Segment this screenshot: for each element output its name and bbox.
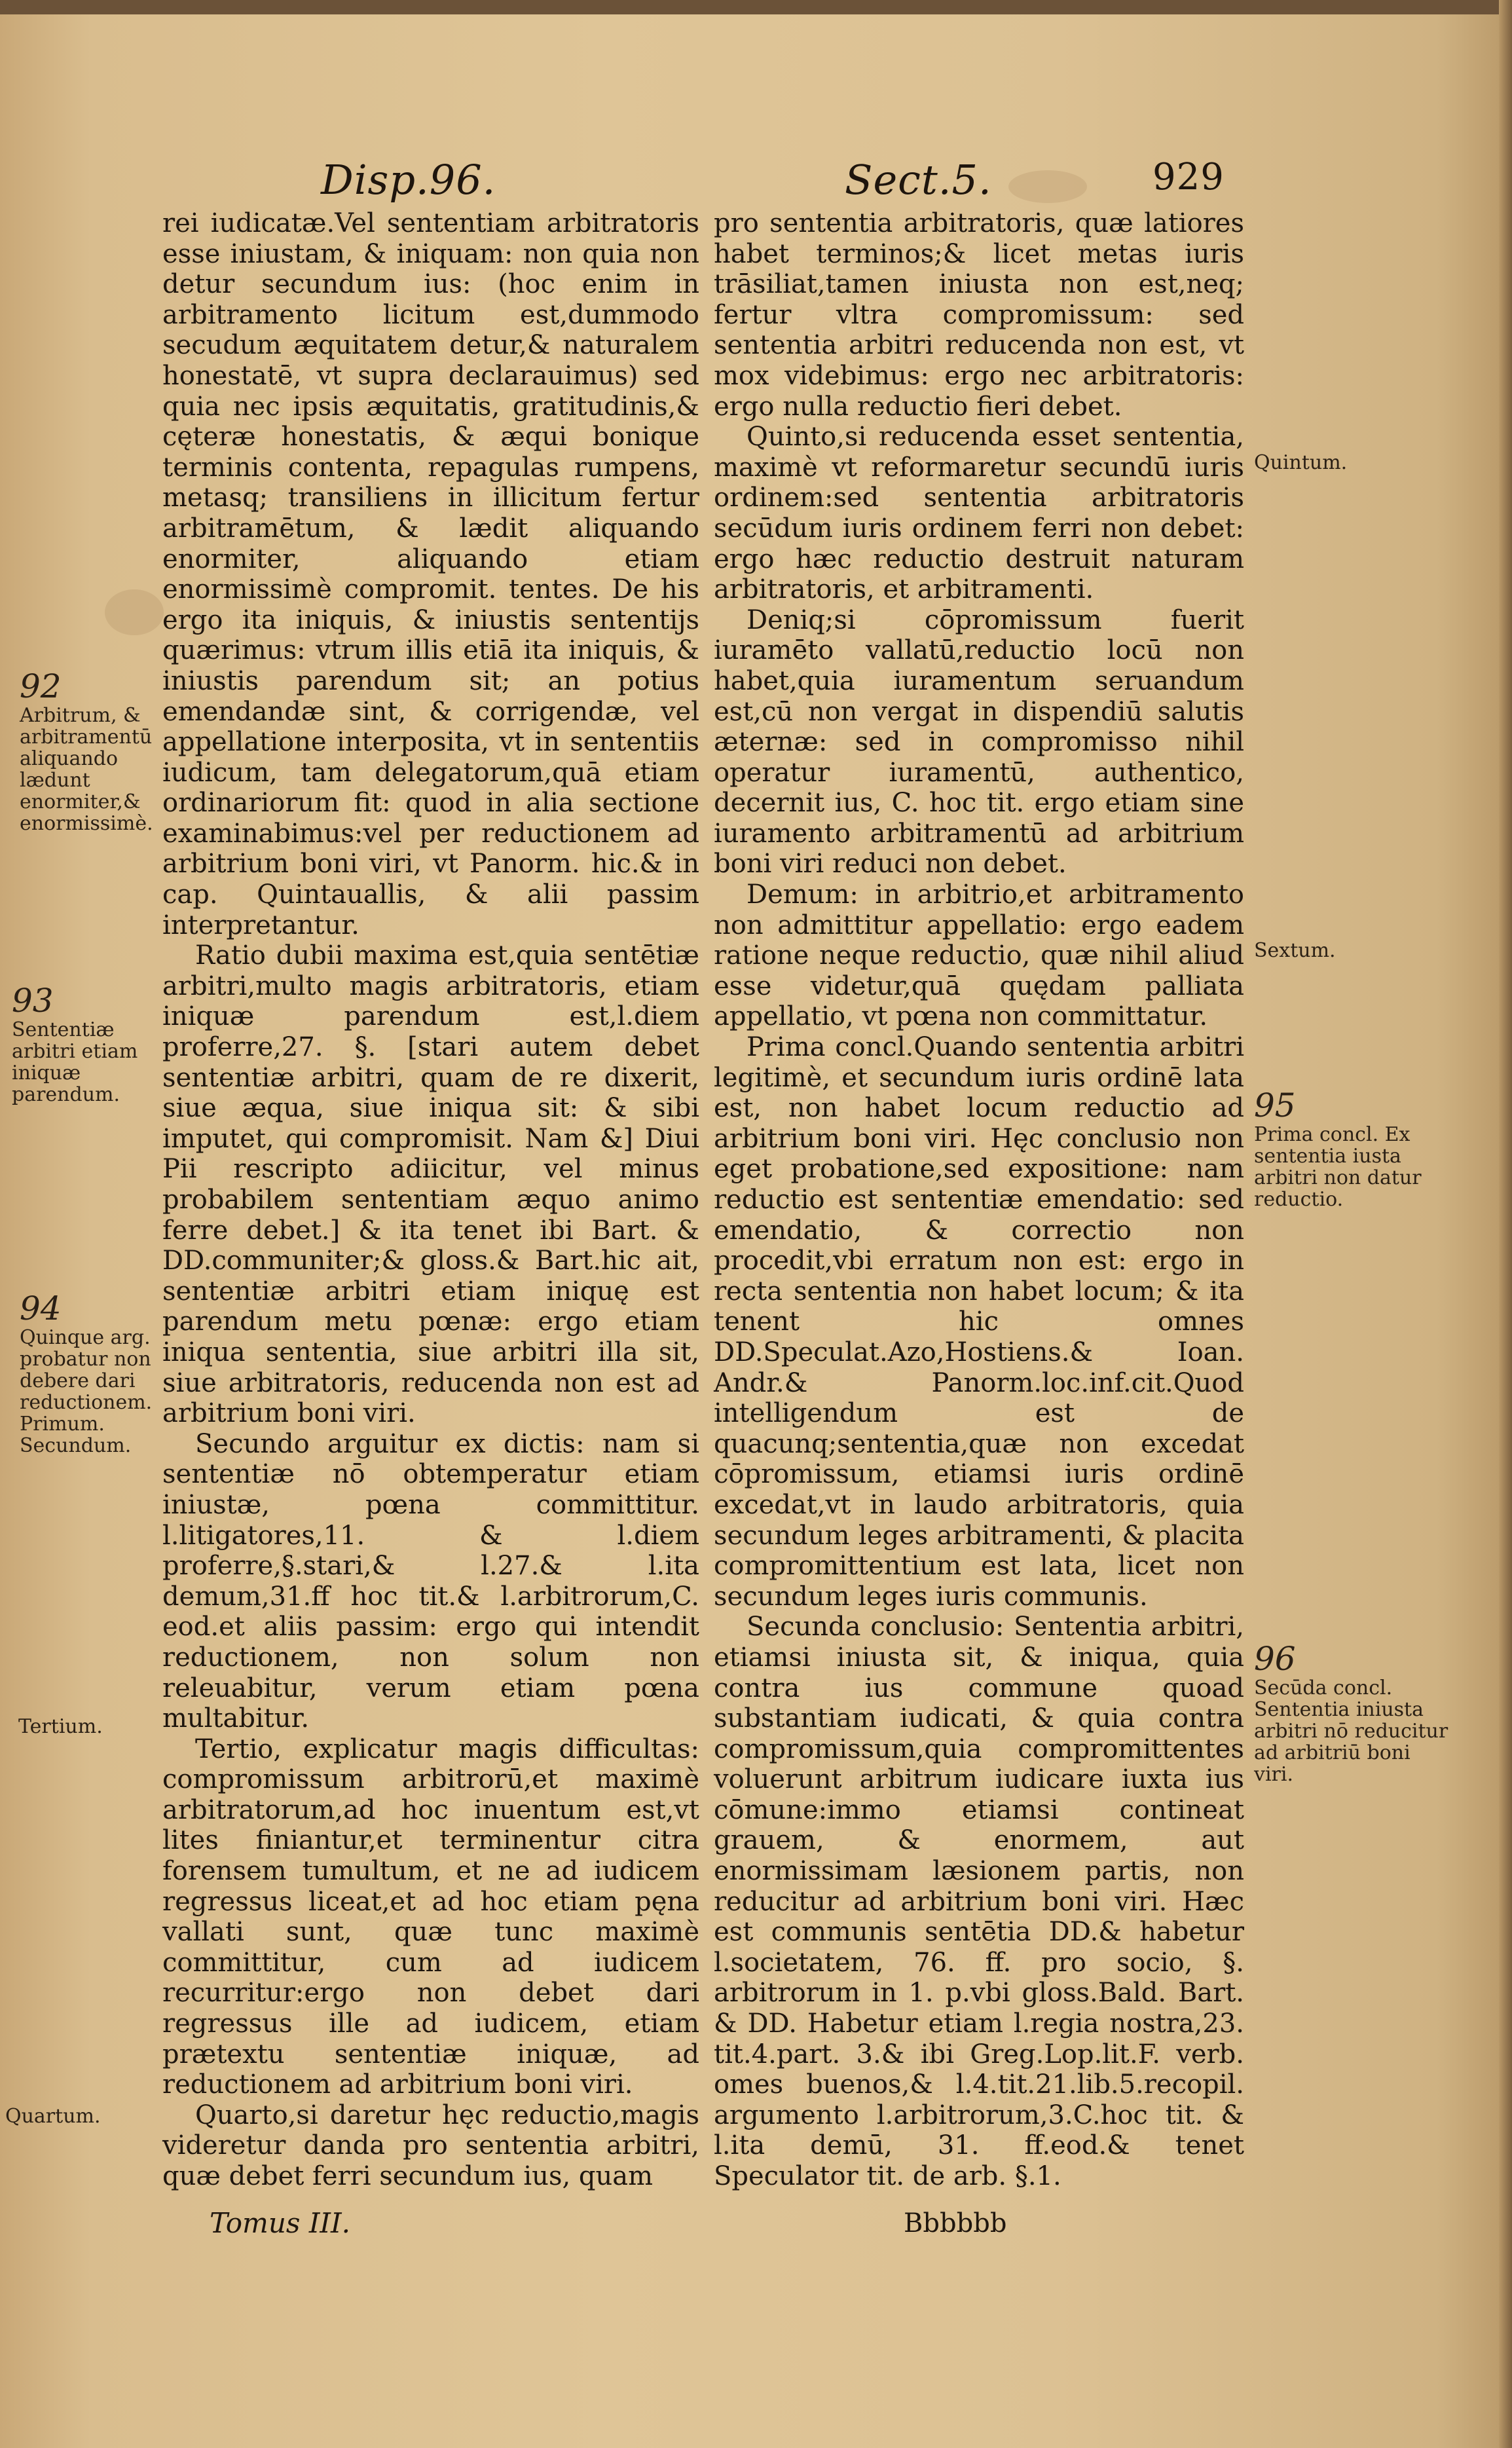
margin-note-text: Arbitrum, & arbitramentū aliquando lædunt enormiter,& enormissimè. [20, 704, 153, 835]
page-top-edge [0, 0, 1512, 14]
left-paragraph-5: Quarto,si daretur hęc reductio,magis videretur danda pro sententia arbitri, quæ debet ferri secundum ius, quam [162, 2100, 699, 2191]
right-paragraph-1: pro sententia arbitratoris, quæ latiores habet terminos;& licet metas iuris trāsiliat,tamen iniusta non est,neq; fertur vltra compromissum: sed sententia arbitri reducenda non est, vt mox videbimus: ergo nec arbitratoris: ergo nulla reductio fieri debet. [714, 208, 1244, 422]
margin-note-text: Quinque arg. probatur non debere dari reductionem. Primum. Secundum. [20, 1326, 153, 1457]
margin-note-number: 93 [12, 982, 54, 1020]
margin-note-number: 95 [1254, 1086, 1296, 1124]
left-text-column [162, 208, 699, 2192]
margin-note-text: Quartum. [5, 2105, 101, 2128]
paper-stain [1008, 170, 1087, 203]
margin-note-text: Sextum. [1254, 939, 1336, 962]
right-text-column [714, 208, 1244, 2192]
tomus-catchword: Tomus III. [210, 2207, 350, 2239]
margin-note-text: Prima concl. Ex sententia iusta arbitri non datur reductio. [1254, 1123, 1422, 1211]
margin-note-text: Sententiæ arbitri etiam iniquæ parendum. [12, 1018, 138, 1106]
margin-note-text: Quintum. [1254, 451, 1348, 474]
right-paragraph-6: Secunda conclusio: Sententia arbitri, etiamsi iniusta sit, & iniqua, quia contra ius commune quoad substantiam iudicati, & quia contra compromissum,quia compromittentes voluerunt arbitrum iudicare iuxta ius cōmune:immo etiamsi contineat grauem, & enormem, aut enormissimam læsionem partis, non reducitur ad arbitrium boni viri. Hæc est communis sentētia DD.& habetur l.societatem, 76. ff. pro socio, §. arbitrorum in 1. p.vbi gloss.Bald. Bart. & DD. Habetur etiam l.regia nostra,23. tit.4.part. 3.& ibi Greg.Lop.lit.F. verb. omes buenos,& l.4.tit.21.lib.5.recopil. argumento l.arbitrorum,3.C.hoc tit. & l.ita demū, 31. ff.eod.& tenet Speculator tit. de arb. §.1. [714, 1612, 1244, 2191]
paper-stain [105, 589, 164, 635]
left-paragraph-3: Secundo arguitur ex dictis: nam si sententiæ nō obtemperatur etiam iniustæ, pœna committitur. l.litigatores,11. & l.diem proferre,§.stari,& l.27.& l.ita demum,31.ff hoc tit.& l.arbitrorum,C. eod.et aliis passim: ergo qui intendit reductionem, non solum non releuabitur, verum etiam pœna multabitur. [162, 1428, 699, 1734]
left-paragraph-1: rei iudicatæ.Vel sententiam arbitratoris esse iniustam, & iniquam: non quia non detur secundum ius: (hoc enim in arbitramento licitum est,dummodo secudum æquitatem detur,& naturalem honestatē, vt supra declarauimus) sed quia nec ipsis æquitatis, gratitudinis,& cęteræ honestatis, & æqui bonique terminis contenta, repagulas rumpens, metasq; transiliens in illicitum fertur arbitramētum, & lædit aliquando enormiter, aliquando etiam enormissimè compromit. tentes. De his ergo ita iniquis, & iniustis sententijs quærimus: vtrum illis etiā ita iniquis, & iniustis parendum sit; an potius emendandæ sint, & corrigendæ, vel appellatione interposita, vt in sententiis iudicum, tam delegatorum,quā etiam ordinariorum fit: quod in alia sectione examinabimus:vel per reductionem ad arbitrium boni viri, vt Panorm. hic.& in cap. Quintauallis, & alii passim interpretantur. [162, 208, 699, 940]
margin-note-number: 96 [1254, 1640, 1296, 1678]
page-number: 929 [1152, 156, 1225, 198]
margin-note-95 [1254, 1087, 1450, 1210]
right-paragraph-3: Deniq;si cōpromissum fuerit iuramēto vallatū,reductio locū non habet,quia iuramentum seruandum est,cū non vergat in dispendiū salutis æternæ: sed in compromisso nihil operatur iuramentū, authentico, decernit ius, C. hoc tit. ergo etiam sine iuramento arbitramentū ad arbitrium boni viri reduci non debet. [714, 604, 1244, 880]
running-head-right: Sect.5. [845, 156, 992, 204]
right-paragraph-4: Demum: in arbitrio,et arbitramento non admittitur appellatio: ergo eadem ratione neque reductio, quæ nihil aliud esse videtur,quā quędam palliata appellatio, vt pœna non committatur. [714, 880, 1244, 1032]
margin-note-text: Secūda concl. Sententia iniusta arbitri nō reducitur ad arbitriū boni viri. [1254, 1677, 1448, 1786]
margin-note-93 [12, 982, 169, 1105]
margin-note-92 [20, 668, 170, 834]
page-right-edge [1499, 0, 1512, 2448]
running-head-left: Disp.96. [321, 156, 496, 204]
margin-note-96 [1254, 1641, 1450, 1785]
right-paragraph-5: Prima concl.Quando sententia arbitri legitimè, et secundum iuris ordinē lata est, non habet locum reductio ad arbitrium boni viri. Hęc conclusio non eget probatione,sed expositione: nam reductio est sententiæ emendatio: sed emendatio, & correctio non procedit,vbi erratum non est: ergo in recta sententia non habet locum; & ita tenent hic omnes DD.Speculat.Azo,Hostiens.& Ioan. Andr.& Panorm.loc.inf.cit.Quod intelligendum est de quacunq;sententia,quæ non excedat cōpromissum, etiamsi iuris ordinē excedat,vt in laudo arbitratoris, quia secundum leges arbitramenti, & placita compromittentium est lata, licet non secundum leges iuris communis. [714, 1032, 1244, 1612]
left-paragraph-4: Tertio, explicatur magis difficultas: compromissum arbitrorū,et maximè arbitratorum,ad hoc inuentum est,vt lites finiantur,et terminentur citra forensem tumultum, et ne ad iudicem regressus liceat,et ad hoc etiam pęna vallati sunt, quæ tunc maximè committitur, cum ad iudicem recurritur:ergo non debet dari regressus ille ad iudicem, etiam prætextu sententiæ iniquæ, ad reductionem ad arbitrium boni viri. [162, 1734, 699, 2100]
margin-note-quartum [5, 2105, 156, 2127]
margin-note-number: 92 [20, 667, 62, 705]
margin-note-94 [20, 1290, 170, 1456]
right-paragraph-2: Quinto,si reducenda esset sententia, maximè vt reformaretur secundū iuris ordinem:sed sententia arbitratoris secūdum iuris ordinem ferri non debet: ergo hæc reductio destruit naturam arbitratoris, et arbitramenti. [714, 422, 1244, 605]
left-paragraph-2: Ratio dubii maxima est,quia sentētiæ arbitri,multo magis arbitratoris, etiam iniquæ parendum est,l.diem proferre,27. §. [stari autem debet sententiæ arbitri, quam de re dixerit, siue æqua, siue iniqua sit: & sibi imputet, qui compromisit. Nam &] Diui Pii rescripto adiicitur, vel minus probabilem sententiam æquo animo ferre debet.] & ita tenet ibi Bart. & DD.communiter;& gloss.& Bart.hic ait, sententiæ arbitri etiam iniquę est parendum metu pœnæ: ergo etiam iniqua sententia, siue arbitri illa sit, siue arbitratoris, reducenda non est ad arbitrium boni viri. [162, 940, 699, 1429]
margin-note-sextum [1254, 940, 1450, 961]
signature-mark: Bbbbbb [904, 2208, 1007, 2238]
margin-note-tertium [18, 1716, 169, 1737]
margin-note-text: Tertium. [18, 1715, 103, 1738]
margin-note-quintum [1254, 452, 1450, 473]
margin-note-number: 94 [20, 1289, 62, 1327]
